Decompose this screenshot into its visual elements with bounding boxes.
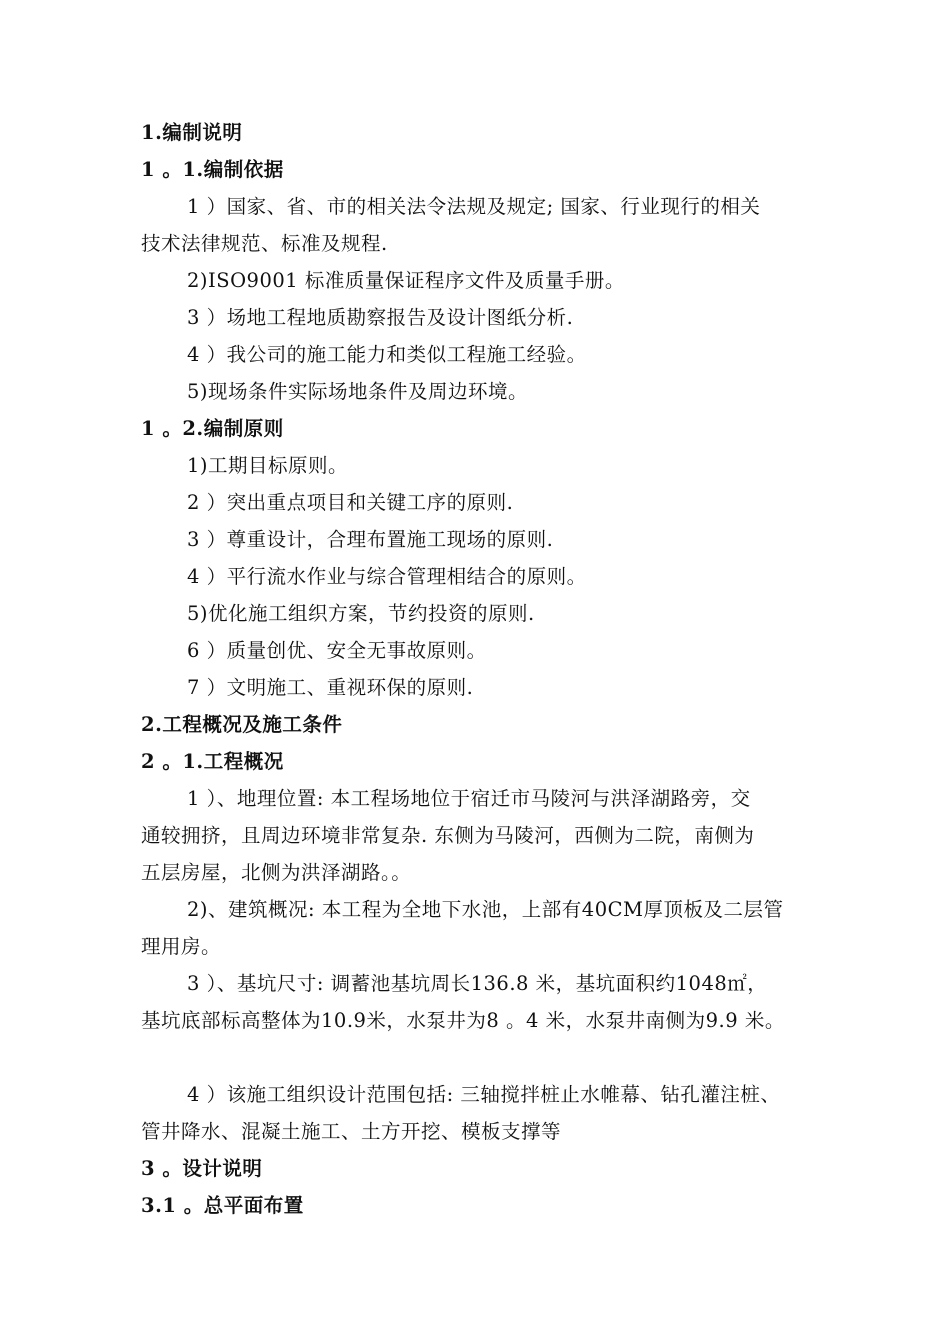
list-item: 7 ）文明施工、重视环保的原则. <box>187 676 474 699</box>
list-item: 1 ）国家、省、市的相关法令法规及规定; 国家、行业现行的相关 <box>187 195 761 218</box>
list-item: 1)工期目标原则。 <box>187 454 349 477</box>
subsection-heading: 2 。1.工程概况 <box>141 750 284 773</box>
list-item: 5)现场条件实际场地条件及周边环境。 <box>187 380 529 403</box>
list-item: 2 ）突出重点项目和关键工序的原则. <box>187 491 514 514</box>
list-item-continuation: 五层房屋，北侧为洪泽湖路。。 <box>141 861 412 884</box>
list-item: 1 ）、地理位置: 本工程场地位于宿迁市马陵河与洪泽湖路旁，交 <box>187 787 751 810</box>
list-item: 6 ）质量创优、安全无事故原则。 <box>187 639 487 662</box>
list-item-continuation: 技术法律规范、标准及规程. <box>141 232 388 255</box>
list-item: 5)优化施工组织方案，节约投资的原则. <box>187 602 535 625</box>
section-heading: 2.工程概况及施工条件 <box>141 713 343 736</box>
list-item-continuation: 通较拥挤，且周边环境非常复杂. 东侧为马陵河，西侧为二院，南侧为 <box>141 824 755 847</box>
list-item: 4 ）该施工组织设计范围包括: 三轴搅拌桩止水帷幕、钻孔灌注桩、 <box>187 1083 781 1106</box>
subsection-heading: 1 。2.编制原则 <box>141 417 284 440</box>
list-item-continuation: 管井降水、混凝土施工、土方开挖、模板支撑等 <box>141 1120 562 1143</box>
blank-line <box>141 1039 841 1076</box>
list-item: 4 ）平行流水作业与综合管理相结合的原则。 <box>187 565 587 588</box>
list-item: 3 ）场地工程地质勘察报告及设计图纸分析. <box>187 306 574 329</box>
list-item: 3 ）、基坑尺寸: 调蓄池基坑周长136.8 米，基坑面积约1048㎡， <box>187 972 768 995</box>
subsection-heading: 1 。1.编制依据 <box>141 158 284 181</box>
list-item-continuation: 理用房。 <box>141 935 222 958</box>
section-heading: 3 。设计说明 <box>141 1157 263 1180</box>
section-heading: 1.编制说明 <box>141 121 243 144</box>
list-item: 2)、建筑概况: 本工程为全地下水池，上部有40CM厚顶板及二层管 <box>187 898 784 921</box>
list-item: 4 ）我公司的施工能力和类似工程施工经验。 <box>187 343 587 366</box>
list-item-continuation: 基坑底部标高整体为10.9米，水泵井为8 。4 米，水泵井南侧为9.9 米。 <box>141 1009 785 1032</box>
subsection-heading: 3.1 。总平面布置 <box>141 1194 304 1217</box>
list-item: 2)ISO9001 标准质量保证程序文件及质量手册。 <box>187 269 625 292</box>
list-item: 3 ）尊重设计，合理布置施工现场的原则. <box>187 528 554 551</box>
document-body <box>141 114 841 1224</box>
